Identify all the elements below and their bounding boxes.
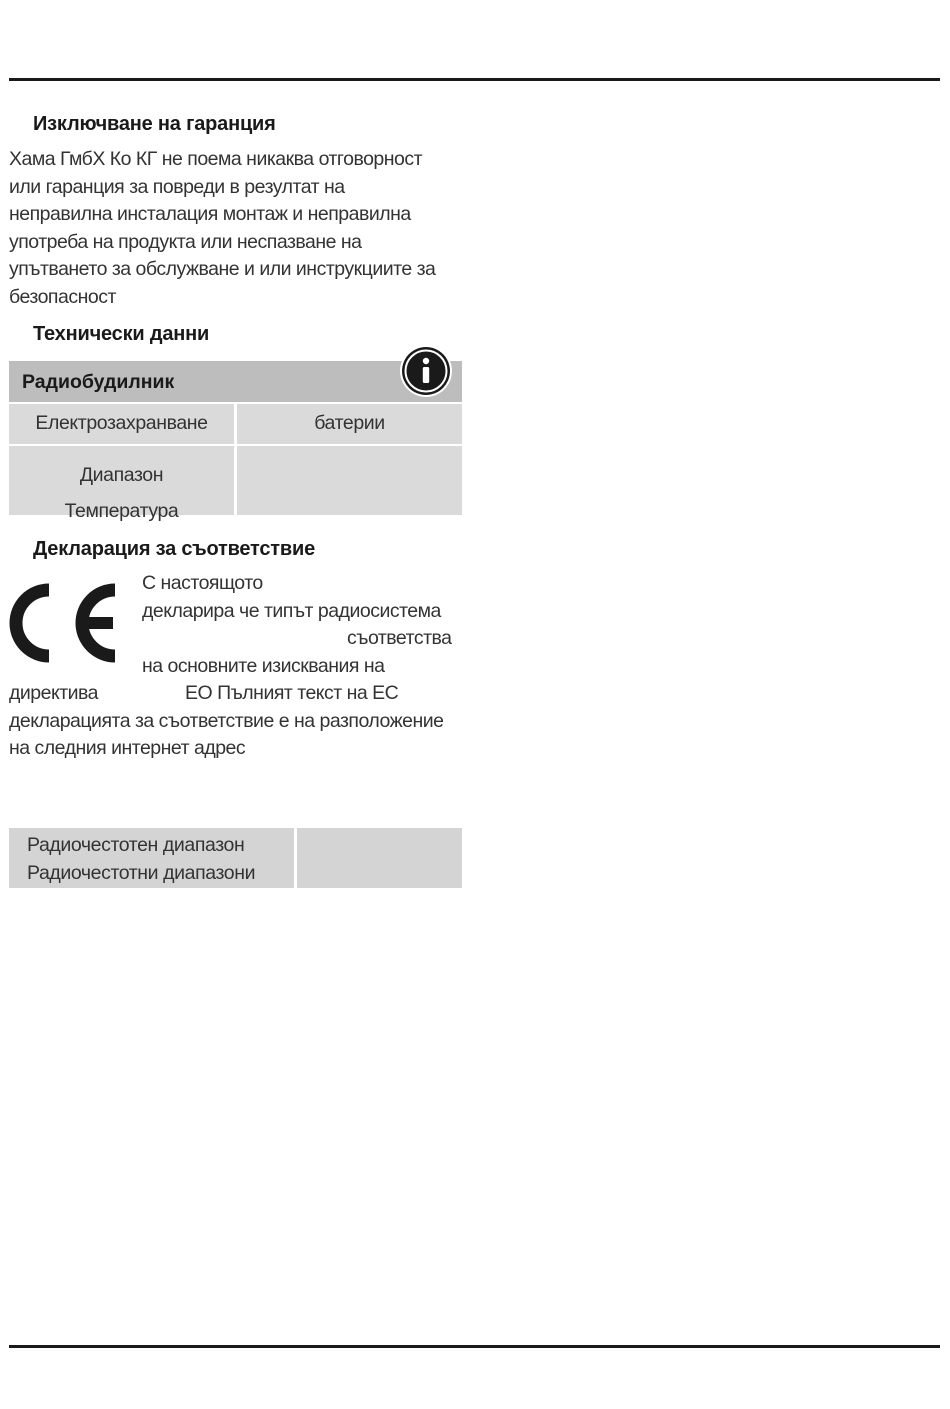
declaration-line-6: декларацията за съответствие е на разположение bbox=[9, 710, 444, 732]
declaration-line-7: на следния интернет адрес bbox=[9, 737, 246, 759]
tech-cell-value bbox=[237, 404, 462, 444]
ce-mark-icon bbox=[9, 582, 121, 664]
bottom-rule bbox=[9, 1345, 940, 1348]
tech-cell-label bbox=[9, 404, 234, 444]
warranty-line: или гаранция за повреди в резултат на bbox=[9, 175, 345, 198]
radio-frequency-label: Радиочестотен диапазон bbox=[27, 834, 245, 856]
top-rule bbox=[9, 78, 940, 81]
tech-heading: Технически данни bbox=[33, 323, 210, 345]
tech-table-title: Радиобудилник bbox=[22, 371, 175, 393]
declaration-line-5-right: ЕО Пълният текст на ЕС bbox=[185, 682, 399, 704]
warranty-paragraph bbox=[9, 146, 435, 311]
warranty-line: Хама ГмбХ Ко КГ не поема никаква отговорност bbox=[9, 148, 423, 170]
power-label: Електрозахранване bbox=[35, 412, 208, 434]
declaration-heading: Декларация за съответствие bbox=[33, 538, 316, 560]
declaration-line-3: съответства bbox=[347, 627, 452, 649]
tech-cell-value bbox=[237, 446, 462, 515]
radio-frequency-value-cell bbox=[297, 828, 462, 888]
radio-frequency-label-cell bbox=[9, 828, 294, 888]
declaration-line-4: на основните изисквания на bbox=[142, 655, 385, 677]
power-value: батерии bbox=[314, 412, 385, 434]
warranty-line: упътването за обслужване и или инструкциите за bbox=[9, 258, 436, 280]
declaration-line-2: декларира че типът радиосистема bbox=[142, 600, 441, 622]
warranty-line: неправилна инсталация монтаж и неправилна bbox=[9, 203, 411, 225]
warranty-line: употреба на продукта или неспазване на bbox=[9, 230, 362, 253]
declaration-line-1: С настоящото bbox=[142, 572, 263, 594]
warranty-heading: Изключване на гаранция bbox=[33, 113, 276, 135]
tech-table-header bbox=[9, 361, 462, 404]
declaration-line-5-left: директива bbox=[9, 682, 99, 704]
radio-frequency-bands-label: Радиочестотни диапазони bbox=[27, 861, 256, 884]
temp-range-label: Диапазон Температура bbox=[64, 464, 179, 522]
tech-cell-label bbox=[9, 446, 234, 522]
info-icon bbox=[399, 344, 453, 398]
warranty-line: безопасност bbox=[9, 285, 116, 308]
